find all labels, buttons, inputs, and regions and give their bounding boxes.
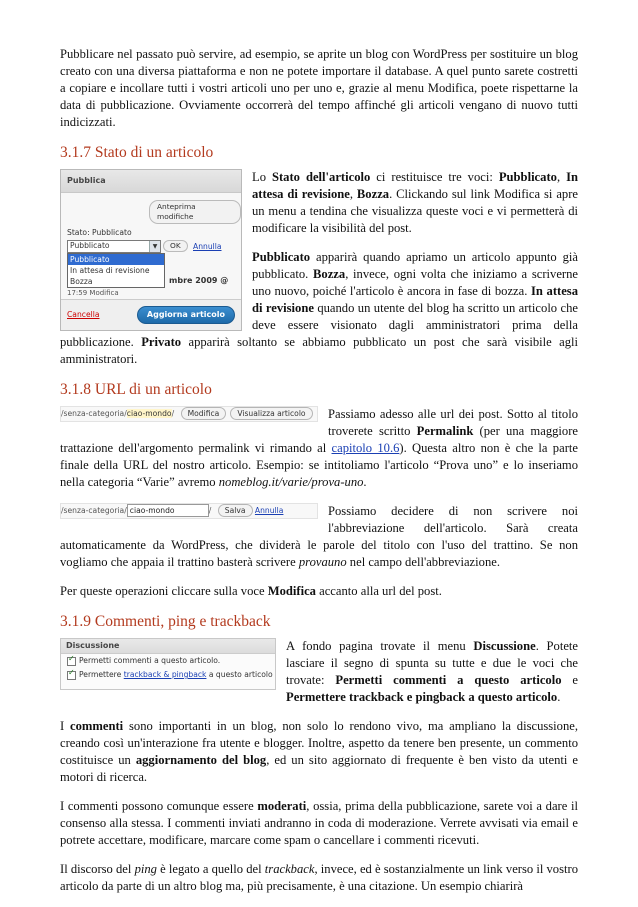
discussion-title: Discussione <box>61 639 275 654</box>
example-url: nomeblog.it/varie/prova-uno <box>218 475 364 489</box>
checkbox-checked-icon[interactable] <box>67 671 76 680</box>
save-button[interactable]: Salva <box>218 504 253 517</box>
status-dropdown <box>67 253 165 288</box>
discussion-widget <box>60 638 276 690</box>
stato-paragraph-1: Lo Stato dell'articolo ci restituisce tre voci: Pubblicato, In attesa di revisione, Bozza. Clickando sul link Modifica si apre un menu a tendina che visualizza queste voci e vi permetterà di modificare la visibilità del post. <box>252 170 579 235</box>
section-heading-stato: 3.1.7 Stato di un articolo <box>60 144 214 161</box>
chapter-link[interactable]: capitolo 10.6 <box>331 441 400 455</box>
publish-date: mbre 2009 @ <box>169 276 229 285</box>
section-heading-commenti: 3.1.9 Commenti, ping e trackback <box>60 613 271 630</box>
pubblica-title: Pubblica <box>61 170 241 193</box>
commenti-paragraph-4: Il discorso del ping è legato a quello del trackback, invece, ed è sostanzialmente un link verso il vostro articolo da parte di un altro blog ma, più precisamente, è una citazione. Un esempio chiarirà <box>60 862 578 893</box>
trackback-label-post: a questo articolo <box>206 670 273 679</box>
checkbox-checked-icon[interactable] <box>67 657 76 666</box>
permalink-bar <box>60 406 318 422</box>
url-paragraph-3: Per queste operazioni cliccare sulla voce Modifica accanto alla url del post. <box>60 584 442 598</box>
modify-date-link[interactable]: 17:59 Modifica <box>67 289 119 297</box>
provauno-text: provauno <box>298 555 347 569</box>
option-bozza[interactable]: Bozza <box>70 277 93 286</box>
pubblica-footer <box>61 299 241 330</box>
annulla-link[interactable]: Annulla <box>193 242 222 251</box>
chevron-down-icon: ▼ <box>149 241 160 252</box>
commenti-paragraph-1: A fondo pagina trovate il menu Discussione. Potete lasciare il segno di spunta su tutte e due le voci che trovate: Permetti commenti a questo articolo e Permettere trackback e pingback a questo articolo. <box>286 639 579 704</box>
preview-changes-button[interactable]: Anteprima modifiche <box>149 200 241 224</box>
modifica-button[interactable]: Modifica <box>181 407 227 420</box>
intro-paragraph: Pubblicare nel passato può servire, ad esempio, se aprite un blog con WordPress per sostituire un blog creato con una diversa piattaforma e non ne potete importare il database. A quel punto sarete costretti a copiare e incollare tutti i vostri articoli uno per uno e, grazie al menu Modifica, poete rispettarne la data di pubblicazione. Ovviamente occorrerà del tempo affinché gli articoli vengano di nuovo tutti indicizzati. <box>60 47 578 129</box>
update-post-button[interactable]: Aggiorna articolo <box>137 306 235 324</box>
url-paragraph-1: Passiamo adesso alle url dei post. Sotto al titolo troverete scritto Permalink (per una maggiore trattazione dell'argomento permalink vi rimando al capitolo 10.6). Questa altro non è che la parte finale della URL del nostro articolo. Esempio: se intitoliamo l'articolo “Prova uno” e lo inseriamo nella categoria “Varie” avremo nomeblog.it/varie/prova-uno. <box>60 407 578 489</box>
status-select[interactable] <box>67 240 161 253</box>
permalink-prefix: /senza-categoria/ <box>61 409 127 418</box>
option-pubblicato[interactable]: Pubblicato <box>68 254 164 265</box>
modifica-word: Modifica <box>267 584 316 598</box>
permalink-edit-bar <box>60 503 318 519</box>
pubblica-widget <box>60 169 242 331</box>
delete-link[interactable]: Cancella <box>67 310 100 319</box>
allow-comments-row[interactable] <box>61 654 275 668</box>
allow-trackback-row[interactable] <box>61 668 275 682</box>
permalink-edit-prefix: /senza-categoria/ <box>61 506 127 515</box>
permalink-edit-suffix: / <box>208 506 212 515</box>
commenti-paragraph-3: I commenti possono comunque essere moderati, ossia, prima della pubblicazione, sarete voi a dare il consenso alla stessa. I commenti inviati andranno in coda di moderazione. Verrete avvisati via email e potrete accettare, modificare, marcare come spam o cancellare i commenti ricevuti. <box>60 799 578 847</box>
status-label: Stato: Pubblicato <box>67 228 132 237</box>
document-page <box>60 46 578 907</box>
view-post-button[interactable]: Visualizza articolo <box>230 407 312 420</box>
stato-paragraph-2: Pubblicato apparirà quando apriamo un articolo appunto già pubblicato. Bozza, invece, ogni volta che iniziamo a scriverne uno nuovo, poiché l'articolo è ancora in fase di bozza. In attesa di revisione quando un utente del blog ha scritto un articolo che deve essere visionato dagli amministratori prima della pubblicazione. Privato apparirà soltanto se abbiamo pubblicato un post che sarà visibile agli amministratori. <box>60 250 578 366</box>
trackback-link[interactable]: trackback & pingback <box>123 670 207 679</box>
annulla-link-2[interactable]: Annulla <box>254 506 284 515</box>
status-select-value: Pubblicato <box>70 241 110 250</box>
ok-button[interactable]: OK <box>163 240 188 252</box>
commenti-paragraph-2: I commenti sono importanti in un blog, non solo lo rendono vivo, ma ampliano la discussione, creando così un'interazione fra utente e blogger. Inoltre, aspetto da tenere ben presente, un commento costituisce un aggiornamento del blog, ed un sito aggiornato di frequente è ben visto da utenti e motori di ricerca. <box>60 719 578 784</box>
allow-comments-label: Permetti commenti a questo articolo. <box>79 656 221 665</box>
url-paragraph-2: Possiamo decidere di non scrivere noi l'abbreviazione dell'articolo. Sarà creata automaticamente da WordPress, che dividerà le parole del titolo con l'uso del trattino. Se non vogliamo che appaia il trattino basterà scrivere provauno nel campo dell'abbreviazione. <box>60 504 578 569</box>
option-in-attesa[interactable]: In attesa di revisione <box>70 266 150 275</box>
trackback-label-pre: Permettere <box>79 670 124 679</box>
section-heading-url: 3.1.8 URL di un articolo <box>60 381 212 398</box>
permalink-slug: ciao-mondo <box>126 409 172 418</box>
permalink-suffix: / <box>171 409 175 418</box>
slug-input[interactable]: ciao-mondo <box>127 504 209 517</box>
